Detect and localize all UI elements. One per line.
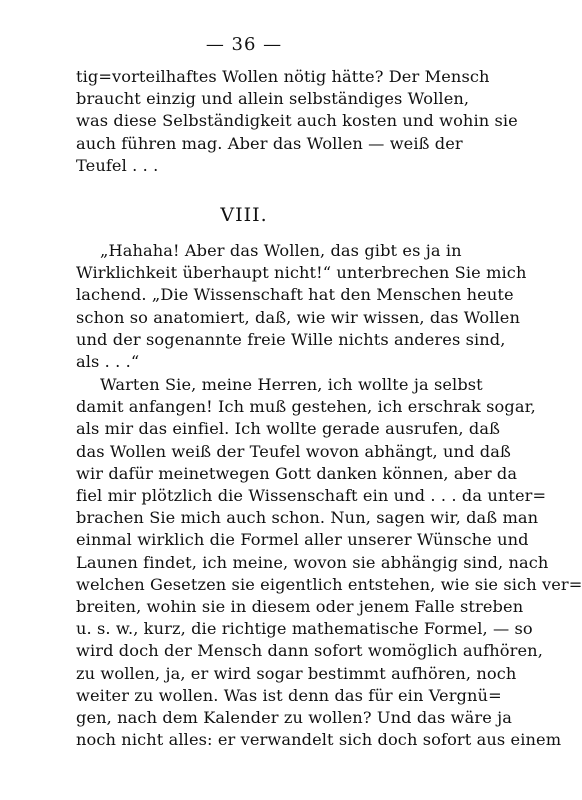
text-line: Warten Sie, meine Herren, ich wollte ja selbst [100,375,483,394]
text-line: fiel mir plötzlich die Wissenschaft ein und . . . da unter= [76,486,547,506]
text-line: wird doch der Mensch dann sofort womöglich aufhören, [76,641,543,661]
text-line: welchen Gesetzen sie eigentlich entstehen, wie sie sich ver= [76,574,582,594]
text-line: Wirklichkeit überhaupt nicht!“ unterbrechen Sie mich [76,263,527,283]
page-number: — 36 — [205,34,283,55]
text-line: noch nicht alles: er verwandelt sich doch sofort aus einem [76,730,562,750]
section-title: VIII. [220,204,268,226]
text-line: tig=vorteilhaftes Wollen nötig hätte? Der Mensch [76,67,490,86]
text-line: u. s. w., kurz, die richtige mathematische Formel, — so [76,619,533,639]
text-line: was diese Selbständigkeit auch kosten und wohin sie [76,111,518,131]
text-line: „Hahaha! Aber das Wollen, das gibt es ja in [100,241,462,260]
text-line: brachen Sie mich auch schon. Nun, sagen wir, daß man [76,508,539,528]
paragraph-continued [76,66,518,177]
text-line: Teufel . . . [76,155,159,175]
text-line: als . . .“ [76,352,140,372]
text-line: auch führen mag. Aber das Wollen — weiß der [76,133,463,153]
text-line: weiter zu wollen. Was ist denn das für ein Vergnü= [76,685,502,705]
text-line: wir dafür meinetwegen Gott danken können, aber da [76,463,518,483]
text-line: Launen findet, ich meine, wovon sie abhängig sind, nach [76,552,549,572]
text-line: breiten, wohin sie in diesem oder jenem Falle streben [76,597,524,617]
paragraph-quote [76,240,527,373]
paragraph-main [76,374,582,751]
text-line: das Wollen weiß der Teufel wovon abhängt, und daß [76,441,511,461]
text-line: zu wollen, ja, er wird sogar bestimmt aufhören, noch [76,663,517,683]
text-line: damit anfangen! Ich muß gestehen, ich erschrak sogar, [76,397,536,417]
text-line: und der sogenannte freie Wille nichts anderes sind, [76,329,506,349]
text-line: braucht einzig und allein selbständiges Wollen, [76,89,470,109]
text-line: als mir das einfiel. Ich wollte gerade ausrufen, daß [76,419,501,439]
text-line: einmal wirklich die Formel aller unserer Wünsche und [76,530,529,550]
text-line: gen, nach dem Kalender zu wollen? Und das wäre ja [76,708,513,728]
text-line: schon so anatomiert, daß, wie wir wissen, das Wollen [76,307,520,327]
text-line: lachend. „Die Wissenschaft hat den Menschen heute [76,285,514,305]
